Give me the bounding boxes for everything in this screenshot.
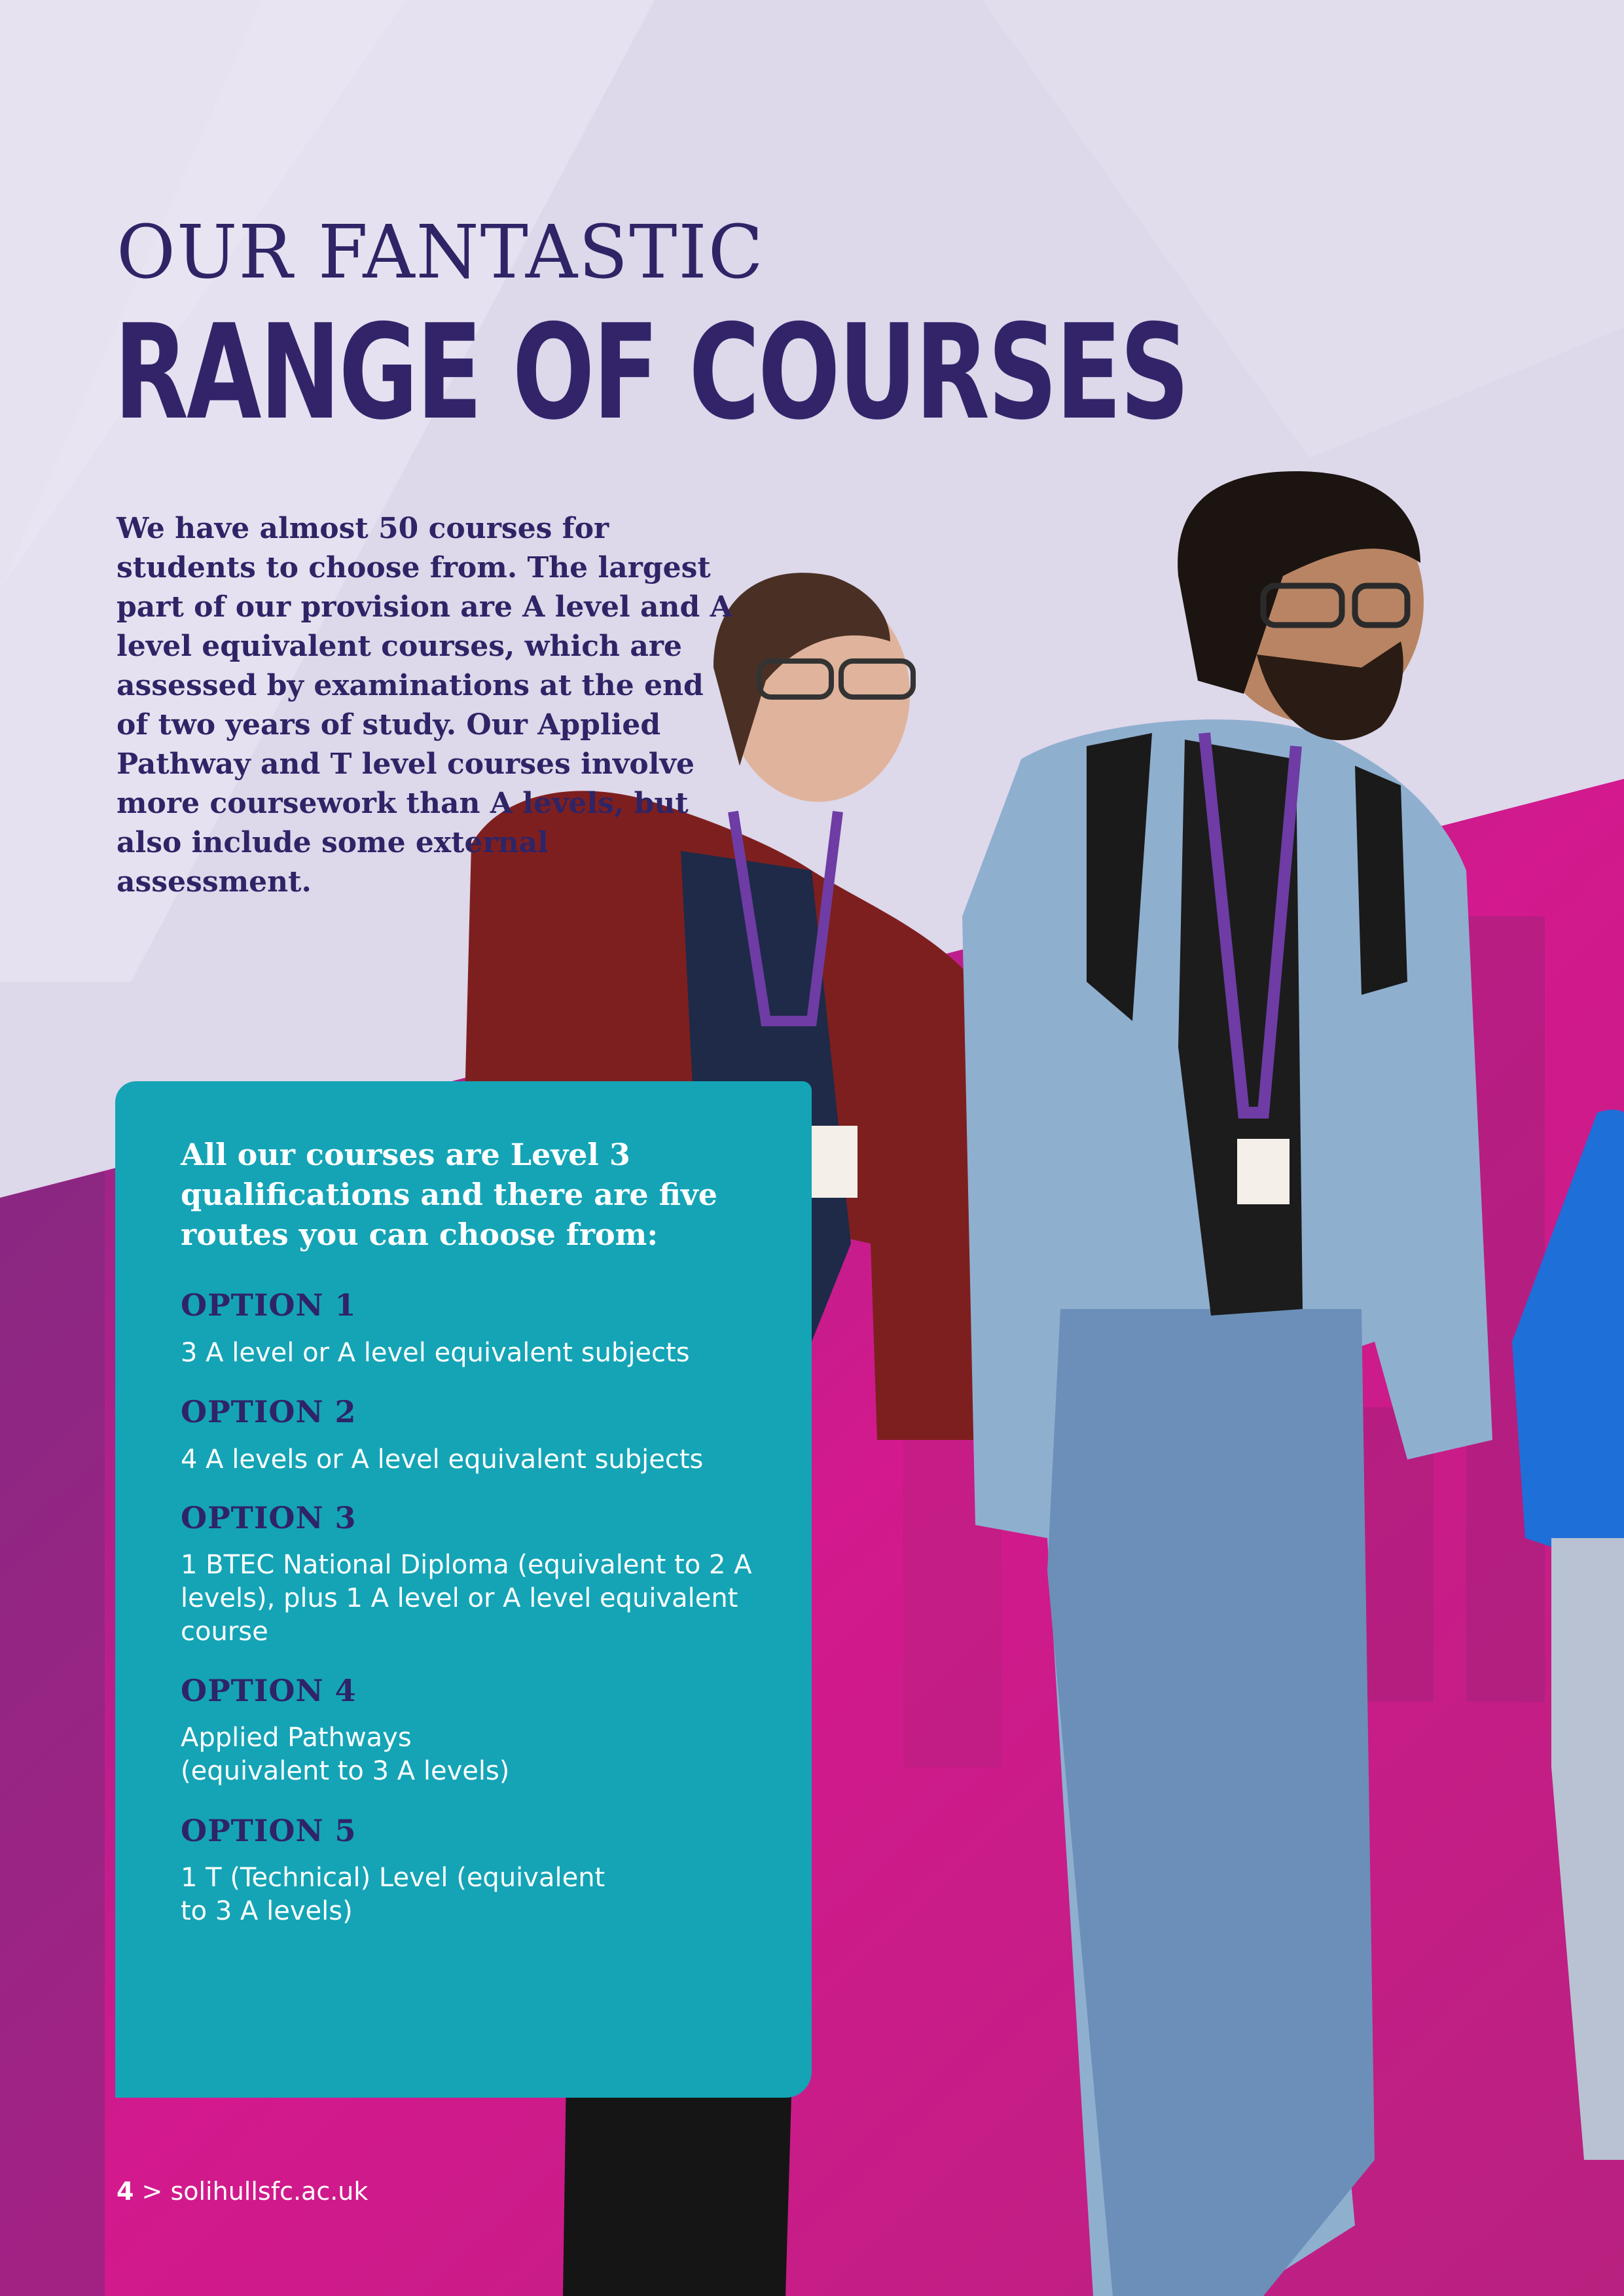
routes-lead: All our courses are Level 3 qualifications and there are five routes you can choose from: (181, 1137, 718, 1252)
page-footer (117, 2177, 368, 2206)
footer-separator: > (134, 2177, 171, 2206)
website-link[interactable]: solihullsfc.ac.uk (170, 2177, 369, 2206)
routes-panel (115, 1081, 812, 2098)
option-4-heading: OPTION 4 (181, 1673, 357, 1708)
option-1-heading: OPTION 1 (181, 1287, 357, 1323)
option-3-heading: OPTION 3 (181, 1500, 357, 1535)
option-1-text: 3 A level or A level equivalent subjects (181, 1338, 690, 1368)
page-number: 4 (117, 2177, 134, 2206)
option-2-text: 4 A levels or A level equivalent subjects (181, 1444, 704, 1475)
option-2-heading: OPTION 2 (181, 1394, 357, 1429)
option-5-heading: OPTION 5 (181, 1813, 357, 1848)
option-4-text: Applied Pathways (equivalent to 3 A levels) (181, 1723, 510, 1786)
option-5-text: 1 T (Technical) Level (equivalent to 3 A levels) (181, 1863, 605, 1926)
option-3-text: 1 BTEC National Diploma (equivalent to 2 A levels), plus 1 A level or A level equivalent course (181, 1550, 752, 1647)
page-title-line1: OUR FANTASTIC (117, 210, 765, 295)
intro-paragraph: We have almost 50 courses for students to choose from. The largest part of our provision are A level and A level equivalent courses, which are assessed by examinations at the end of two years of study. Our Applied Pathway and T level courses involve more coursework than A levels, but also include some external assessment. (117, 512, 732, 899)
student-edge (1512, 1110, 1624, 2160)
student-right (962, 471, 1492, 2296)
page-title-line2: RANGE OF COURSES (114, 296, 1188, 449)
